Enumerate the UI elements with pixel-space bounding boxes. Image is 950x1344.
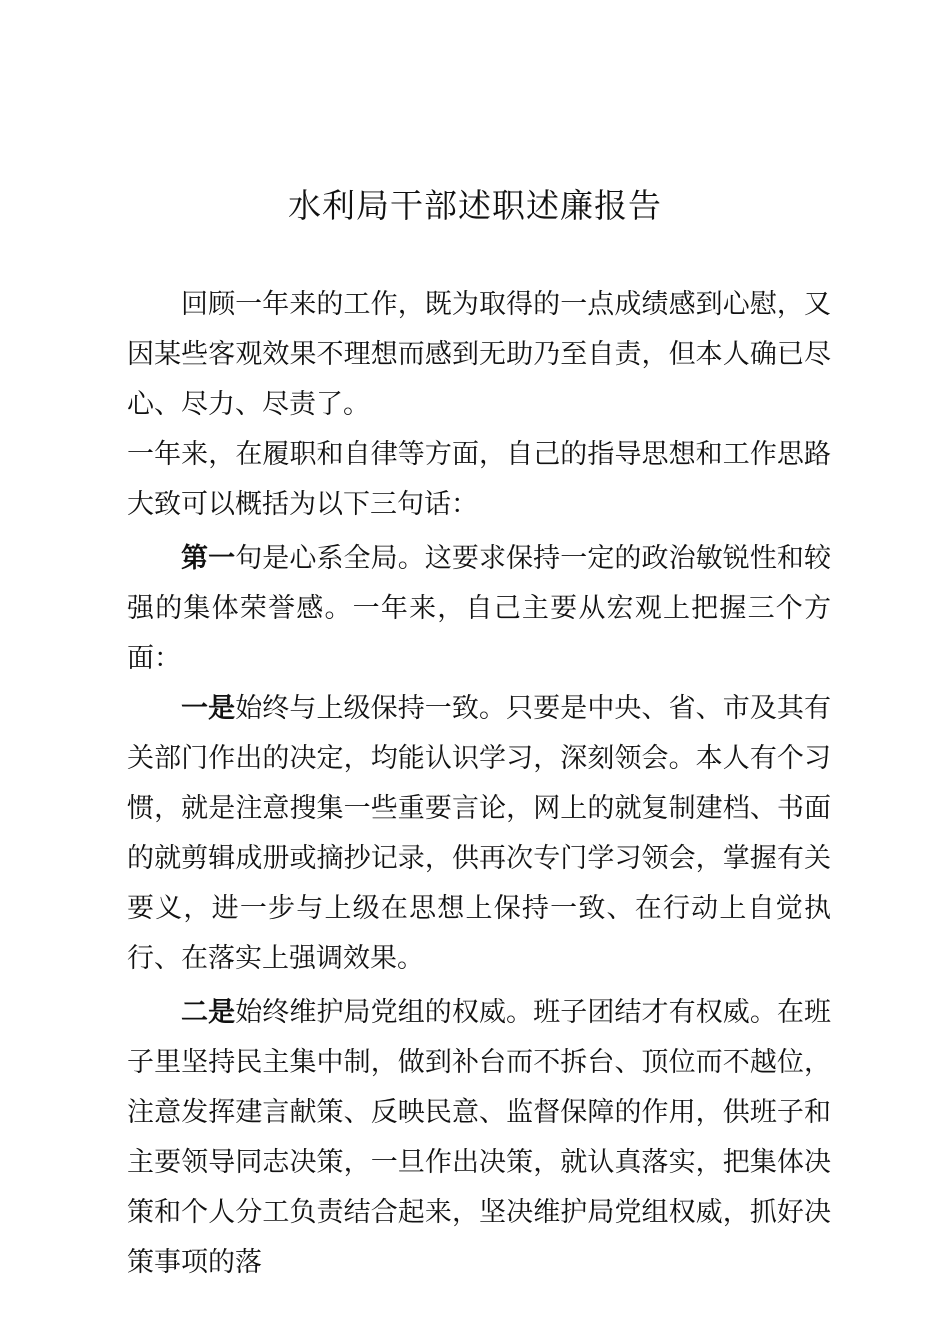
paragraph-lead: 第一: [181, 543, 236, 574]
paragraph-lead: 一是: [181, 693, 236, 724]
paragraph-item-one: [127, 684, 831, 984]
paragraph-item-two: [127, 988, 831, 1288]
paragraph-text: 回顾一年来的工作，既为取得的一点成绩感到心慰，又因某些客观效果不理想而感到无助乃至自责，但本人确已尽心、尽力、尽责了。: [127, 289, 831, 420]
paragraph-text: 始终维护局党组的权威。班子团结才有权威。在班子里坚持民主集中制，做到补台而不拆台、顶位而不越位，注意发挥建言献策、反映民意、监督保障的作用，供班子和主要领导同志决策，一旦作出决策，就认真落实，把集体决策和个人分工负责结合起来，坚决维护局党组权威，抓好决策事项的落: [127, 997, 832, 1278]
paragraph-intro: [127, 280, 831, 430]
paragraph-lead: 二是: [181, 997, 236, 1028]
paragraph-first-point: [127, 534, 831, 684]
document-title: 水利局干部述职述廉报告: [288, 186, 662, 225]
paragraph-text: 句是心系全局。这要求保持一定的政治敏锐性和较强的集体荣誉感。一年来，自己主要从宏观上把握三个方面：: [127, 543, 832, 674]
paragraph-text: 一年来，在履职和自律等方面，自己的指导思想和工作思路大致可以概括为以下三句话：: [127, 439, 831, 520]
document-body: [127, 280, 831, 1288]
paragraph-text: 始终与上级保持一致。只要是中央、省、市及其有关部门作出的决定，均能认识学习，深刻领会。本人有个习惯，就是注意搜集一些重要言论，网上的就复制建档、书面的就剪辑成册或摘抄记录，供再次专门学习领会，掌握有关要义，进一步与上级在思想上保持一致、在行动上自觉执行、在落实上强调效果。: [127, 693, 832, 974]
paragraph-summary: [127, 430, 831, 530]
